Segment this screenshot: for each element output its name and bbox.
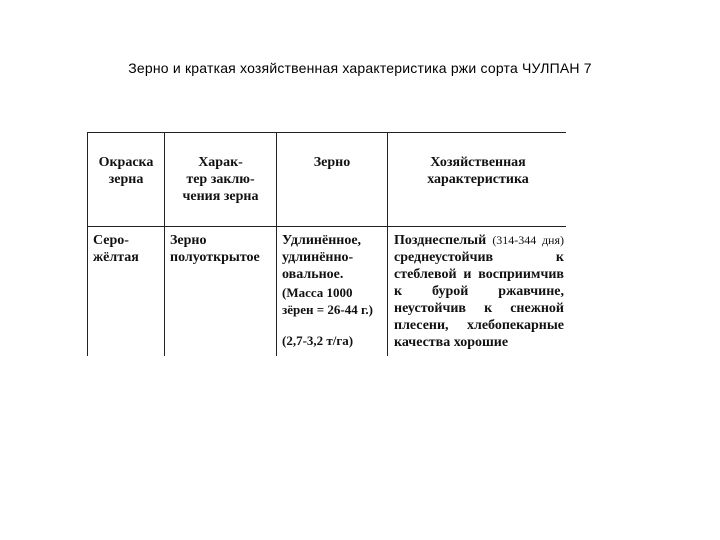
cell-grain-shape: Удлинённое, удлинённо- овальное. <box>282 233 362 282</box>
cell-enclosure-text: Зерно полуоткрытое <box>170 233 260 265</box>
characteristics-table-container <box>87 132 566 356</box>
characteristic-rest: среднеустойчив к стеблевой и восприимчив к бурой ржавчине, неустойчив к снежной плесени, хлебопекарные качества хорошие <box>394 250 564 350</box>
header-characteristic <box>388 133 567 227</box>
header-color-label: Окраска зерна <box>98 155 154 187</box>
header-enclosure-label: Харак- тер заклю- чения зерна <box>182 155 259 204</box>
characteristic-lead: Позднеспелый <box>394 233 487 248</box>
cell-grain-mass: (Масса 1000 зёрен = 26-44 г.) <box>282 285 373 317</box>
header-color <box>88 133 165 227</box>
cell-characteristic-text <box>388 232 566 351</box>
characteristic-days: (314-344 дня) <box>492 233 564 247</box>
cell-enclosure <box>165 227 277 357</box>
header-enclosure <box>165 133 277 227</box>
cell-color-text: Серо- жёлтая <box>93 233 139 265</box>
header-characteristic-label: Хозяйственная характеристика <box>427 155 529 187</box>
slide-title: Зерно и краткая хозяйственная характеристика ржи сорта ЧУЛПАН 7 <box>128 60 592 76</box>
table-row <box>88 227 567 357</box>
header-grain-label: Зерно <box>313 155 351 170</box>
table-header-row <box>88 133 567 227</box>
cell-characteristic <box>388 227 567 357</box>
cell-grain-yield: (2,7-3,2 т/га) <box>282 333 354 348</box>
cell-grain <box>277 227 388 357</box>
header-grain <box>277 133 388 227</box>
characteristics-table <box>87 132 566 356</box>
cell-color <box>88 227 165 357</box>
